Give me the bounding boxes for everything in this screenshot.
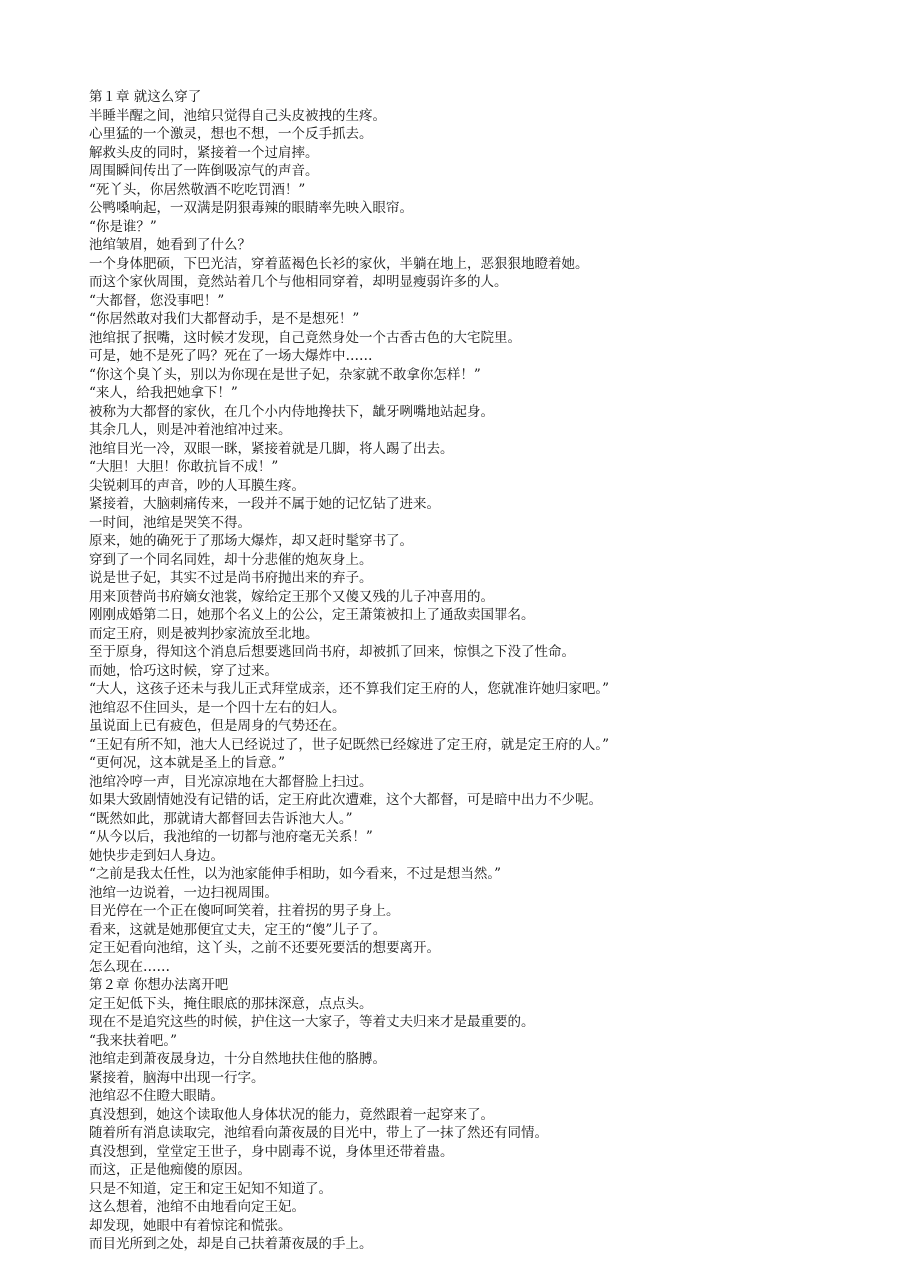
text-line: “死丫头，你居然敬酒不吃吃罚酒！” xyxy=(89,181,306,198)
text-line: 这么想着，池绾不由地看向定王妃。 xyxy=(89,1199,305,1215)
text-line: 公鸭嗓响起，一双满是阴狠毒辣的眼睛率先映入眼帘。 xyxy=(89,200,413,216)
text-line: 原来，她的确死于了那场大爆炸，却又赶时髦穿书了。 xyxy=(89,533,413,549)
document-page xyxy=(89,88,889,1254)
text-line: 而她，恰巧这时候，穿了过来。 xyxy=(89,662,278,679)
text-line: 第１章 就这么穿了 xyxy=(89,89,202,105)
text-line: “王妃有所不知，池大人已经说过了，世子妃既然已经嫁进了定王府，就是定王府的人。” xyxy=(89,736,610,753)
text-line: “来人，给我把她拿下！” xyxy=(89,385,238,401)
text-line: 第２章 你想办法离开吧 xyxy=(89,977,229,993)
text-line: 随着所有消息读取完，池绾看向萧夜晟的目光中，带上了一抹了然还有同情。 xyxy=(89,1125,548,1141)
text-line: 周围瞬间传出了一阵倒吸凉气的声音。 xyxy=(89,163,319,179)
text-line: 如果大致剧情她没有记错的话，定王府此次遭难，这个大都督，可是暗中出力不少呢。 xyxy=(89,792,602,808)
text-line: “大人，这孩子还未与我儿正式拜堂成亲，还不算我们定王府的人，您就准许她归家吧。” xyxy=(89,681,610,697)
text-line: “更何况，这本就是圣上的旨意。” xyxy=(89,755,286,771)
text-line: 说是世子妃，其实不过是尚书府抛出来的弃子。 xyxy=(89,570,373,586)
text-line: 池绾皱眉，她看到了什么？ xyxy=(89,237,251,253)
text-line: “从今以后，我池绾的一切都与池府毫无关系！” xyxy=(89,829,373,845)
text-line: 而定王府，则是被判抄家流放至北地。 xyxy=(89,625,319,642)
text-line: 池绾一边说着，一边扫视周围。 xyxy=(89,884,278,901)
text-line: 只是不知道，定王和定王妃知不知道了。 xyxy=(89,1180,332,1197)
text-line: 池绾目光一冷，双眼一眯，紧接着就是几脚，将人踢了出去。 xyxy=(89,440,454,457)
text-line: 用来顶替尚书府嫡女池裳，嫁给定王那个又傻又残的儿子冲喜用的。 xyxy=(89,588,494,605)
text-line: 被称为大都督的家伙，在几个小内侍地搀扶下，龇牙咧嘴地站起身。 xyxy=(89,403,494,420)
text-line: 心里猛的一个激灵，想也不想，一个反手抓去。 xyxy=(89,126,373,142)
text-line: 穿到了一个同名同姓，却十分悲催的炮灰身上。 xyxy=(89,551,373,568)
text-line: “之前是我太任性，以为池家能伸手相助，如今看来，不过是想当然。” xyxy=(89,866,502,882)
text-line: “你是谁？” xyxy=(89,218,157,235)
text-line: 紧接着，大脑刺痛传来，一段并不属于她的记忆钻了进来。 xyxy=(89,496,440,512)
text-line: 真没想到，她这个读取他人身体状况的能力，竟然跟着一起穿来了。 xyxy=(89,1106,494,1123)
text-line: 看来，这就是她那便宜丈夫，定王的“傻”儿子了。 xyxy=(89,921,387,938)
text-line: 而这个家伙周围，竟然站着几个与他相同穿着，却明显瘦弱许多的人。 xyxy=(89,274,508,290)
text-line: 目光停在一个正在傻呵呵笑着，拄着拐的男子身上。 xyxy=(89,903,400,919)
text-line: “你这个臭丫头，别以为你现在是世子妃，杂家就不敢拿你怎样！” xyxy=(89,366,481,383)
text-line: 而这，正是他痴傻的原因。 xyxy=(89,1162,251,1178)
text-line: 至于原身，得知这个消息后想要逃回尚书府，却被抓了回来，惊惧之下没了性命。 xyxy=(89,644,575,660)
text-line: 虽说面上已有疲色，但是周身的气势还在。 xyxy=(89,718,346,734)
text-line: 其余几人，则是冲着池绾冲过来。 xyxy=(89,422,292,438)
text-line: 池绾忍不住瞪大眼睛。 xyxy=(89,1088,224,1104)
text-line: 解救头皮的同时，紧接着一个过肩摔。 xyxy=(89,144,319,161)
text-line: 定王妃看向池绾，这丫头，之前不还要死要活的想要离开。 xyxy=(89,940,440,956)
text-line: 紧接着，脑海中出现一行字。 xyxy=(89,1069,265,1086)
text-line: 池绾忍不住回头，是一个四十左右的妇人。 xyxy=(89,699,346,716)
text-line: 一时间，池绾是哭笑不得。 xyxy=(89,514,251,531)
text-line: 怎么现在…… xyxy=(89,958,170,975)
text-line: 池绾冷哼一声，目光凉凉地在大都督脸上扫过。 xyxy=(89,773,373,790)
text-line: 池绾走到萧夜晟身边，十分自然地扶住他的胳膊。 xyxy=(89,1051,386,1067)
text-line: 现在不是追究这些的时候，护住这一大家子，等着丈夫归来才是最重要的。 xyxy=(89,1014,535,1030)
text-line: 而目光所到之处，却是自己扶着萧夜晟的手上。 xyxy=(89,1236,373,1252)
text-line: 可是，她不是死了吗？死在了一场大爆炸中…… xyxy=(89,348,373,364)
text-line: 真没想到，堂堂定王世子，身中剧毒不说，身体里还带着蛊。 xyxy=(89,1143,454,1160)
text-line: 池绾抿了抿嘴，这时候才发现，自己竟然身处一个古香古色的大宅院里。 xyxy=(89,329,521,346)
text-line: 一个身体肥硕，下巴光洁，穿着蓝褐色长衫的家伙，半躺在地上，恶狠狠地瞪着她。 xyxy=(89,255,589,272)
text-line: “我来扶着吧。” xyxy=(89,1032,178,1049)
text-line: “你居然敢对我们大都督动手，是不是想死！” xyxy=(89,311,360,327)
text-line: 定王妃低下头，掩住眼底的那抹深意，点点头。 xyxy=(89,995,373,1012)
text-line: “大胆！大胆！你敢抗旨不成！” xyxy=(89,459,279,475)
text-line: 尖锐刺耳的声音，吵的人耳膜生疼。 xyxy=(89,477,305,494)
text-line: “大都督，您没事吧！” xyxy=(89,292,225,309)
text-line: 却发现，她眼中有着惊诧和慌张。 xyxy=(89,1217,292,1234)
text-line: “既然如此，那就请大都督回去告诉池大人。” xyxy=(89,810,353,827)
text-line: 半睡半醒之间，池绾只觉得自己头皮被拽的生疼。 xyxy=(89,107,386,124)
text-line: 她快步走到妇人身边。 xyxy=(89,847,224,864)
text-line: 刚刚成婚第二日，她那个名义上的公公，定王萧策被扣上了通敌卖国罪名。 xyxy=(89,607,535,623)
